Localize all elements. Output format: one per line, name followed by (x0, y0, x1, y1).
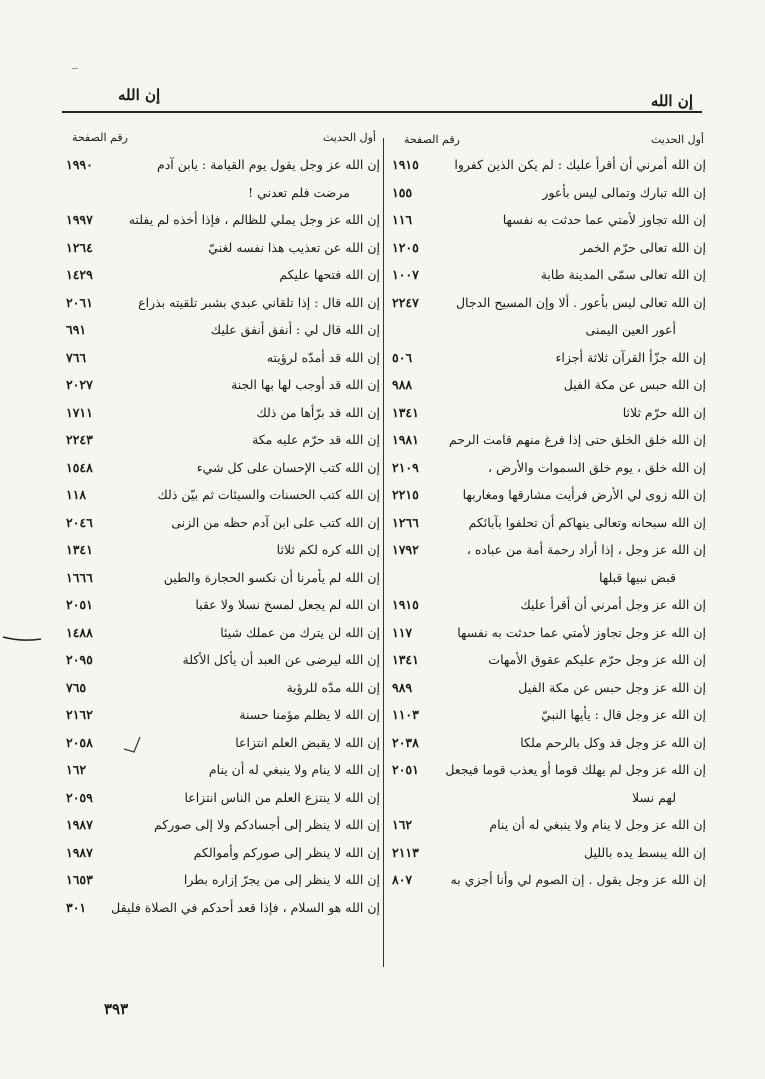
page-ref: ١١٠٣ (392, 707, 419, 722)
index-entry (62, 206, 380, 234)
right-entries (388, 151, 706, 894)
page-ref: ٨٠٧ (392, 872, 413, 887)
page-number: ٣٩٣ (104, 1000, 129, 1018)
index-entry (388, 426, 706, 454)
left-column (62, 127, 380, 921)
index-entry (62, 481, 380, 509)
page-ref: ١٦٦٦ (66, 569, 93, 585)
hadith-text: ان الله لم يجعل لمسخ نسلا ولا عقبا (195, 597, 380, 612)
index-entry (388, 234, 706, 262)
page-ref: ١٧١١ (66, 404, 93, 420)
hadith-text: إن الله عز وجل لا ينام ولا ينبغي له أن ينام (489, 817, 706, 832)
page-ref: ١٩٨١ (392, 432, 419, 447)
index-entry (388, 399, 706, 427)
hadith-start-heading: أول الحديث (322, 131, 376, 144)
index-entry (62, 756, 380, 784)
page-ref: ١٩٩٧ (66, 212, 93, 227)
page-ref: ١٤٢٩ (66, 267, 93, 282)
page-ref: ١٤٨٨ (66, 624, 93, 640)
page-ref: ٢٢٤٣ (66, 432, 93, 447)
scan-mark (72, 68, 78, 69)
index-entry (388, 454, 706, 482)
page-ref: ١٧٩٢ (392, 542, 419, 557)
index-entry (62, 261, 380, 289)
pen-tick-mark (122, 735, 142, 753)
page-ref: ٢٠٢٧ (66, 377, 93, 392)
index-entry (62, 234, 380, 262)
page-ref: ٢٠٦١ (66, 294, 93, 310)
index-entry (62, 454, 380, 482)
page-ref: ١٥٥ (392, 184, 413, 200)
page-ref: ١٢٦٤ (66, 239, 93, 255)
index-entry (388, 344, 706, 372)
hadith-text: إن الله عز وجل يملي للظالم ، فإذا أخذه لم يفلته (128, 212, 380, 227)
hadith-text: إن الله زوى لي الأرض فرأيت مشارقها ومغاربها (462, 487, 706, 502)
page-ref: ٥٠٦ (392, 349, 413, 365)
index-entry (388, 866, 706, 894)
page-number-heading: رقم الصفحة (404, 133, 460, 146)
page-ref: ٧٦٦ (66, 349, 87, 365)
hadith-text: إن الله لا ينظر إلى من يجرّ إزاره بطرا (183, 872, 380, 887)
index-entry (62, 701, 380, 729)
hadith-text: إن الله قد أوجب لها بها الجنة (231, 377, 380, 392)
page-ref: ١١٧ (392, 624, 413, 640)
running-header-left: إن الله (118, 86, 161, 104)
hadith-text: إن الله لا ينام ولا ينبغي له أن ينام (208, 762, 380, 777)
hadith-text: إن الله لم يأمرنا أن نكسو الحجارة والطين (163, 569, 380, 585)
index-entry (388, 509, 706, 537)
page-ref: ١٢٦٦ (392, 514, 419, 530)
page-ref: ١٦٢ (66, 762, 87, 777)
page-ref: ٢٢١٥ (392, 487, 419, 502)
index-entry (388, 481, 706, 509)
hadith-text: إن الله قال لي : أنفق أنفق عليك (210, 322, 380, 337)
hadith-text: إن الله مدّه للرؤية (286, 679, 380, 695)
index-entry (62, 811, 380, 839)
hadith-text: إن الله تعالى حرّم الخمر (579, 239, 706, 255)
page-ref: ١٥٤٨ (66, 459, 93, 475)
index-entry-continuation (388, 784, 706, 812)
hadith-text: إن الله عز وجل ، إذا أراد رحمة أمة من عباده ، (466, 542, 706, 557)
index-entry (62, 839, 380, 867)
hadith-text: إن الله أمرني أن أقرأ عليك : لم يكن الذين كفروا (454, 157, 706, 172)
index-entry (388, 151, 706, 179)
hadith-text: إن الله قال : إذا تلقاني عبدي بشبر تلقيته بذراع (138, 294, 380, 310)
index-entry (62, 426, 380, 454)
page-ref: ٧٦٥ (66, 679, 87, 695)
page-ref: ١٩١٥ (392, 157, 419, 172)
hadith-text: إن الله لا ينظر إلى صوركم وأموالكم (193, 844, 380, 860)
left-column-header (62, 127, 380, 151)
hadith-text: أعور العين اليمنى (585, 322, 676, 337)
index-entry (62, 536, 380, 564)
hadith-text: إن الله فتحها عليكم (279, 267, 380, 282)
hadith-text: إن الله يبسط يده بالليل (584, 844, 706, 860)
page-number-heading: رقم الصفحة (72, 131, 128, 144)
index-entry (388, 839, 706, 867)
index-entry (388, 371, 706, 399)
hadith-text: إن الله تعالى سمّى المدينة طابة (540, 267, 706, 282)
page-ref: ١٠٠٧ (392, 267, 419, 282)
hadith-text: قبض نبيها قبلها (598, 569, 676, 585)
hadith-text: إن الله تجاوز لأمتي عما حدثت به نفسها (502, 212, 706, 227)
index-entry (62, 344, 380, 372)
index-entry (62, 674, 380, 702)
hadith-text: إن الله عز وجل لم يهلك قوما أو يعذب قوما فيجعل (445, 762, 706, 777)
page-ref: ١٩٨٧ (66, 844, 93, 860)
index-entry-continuation (388, 316, 706, 344)
index-entry (62, 564, 380, 592)
hadith-text: إن الله عز وجل يقول . إن الصوم لي وأنا أجزي به (450, 872, 706, 887)
hadith-text: إن الله عن تعذيب هذا نفسه لغنيّ (208, 239, 380, 255)
page-ref: ٩٨٩ (392, 679, 413, 695)
page-ref: ١١٨ (66, 487, 87, 502)
index-entry (388, 811, 706, 839)
hadith-text: إن الله هو السلام ، فإذا قعد أحدكم في الصلاة فليقل (111, 899, 380, 915)
page-ref: ١٦٥٣ (66, 872, 93, 887)
hadith-text: إن الله كتب الحسنات والسيئات ثم بيّن ذلك (157, 487, 380, 502)
page-ref: ٢٠٤٦ (66, 514, 93, 530)
page-ref: ١٩٨٧ (66, 817, 93, 832)
index-entry (388, 701, 706, 729)
hadith-text: إن الله عز وجل قال : يأيها النبيّ (541, 707, 706, 722)
hadith-text: إن الله حرّم ثلاثا (622, 404, 706, 420)
index-entry (62, 894, 380, 922)
hadith-text: إن الله قد برّأها من ذلك (256, 404, 380, 420)
index-entry (388, 536, 706, 564)
page-ref: ٣٠١ (66, 899, 87, 915)
hadith-text: إن الله قد حرّم عليه مكة (252, 432, 380, 447)
pen-margin-mark (2, 633, 42, 643)
left-entries (62, 151, 380, 921)
page-ref: ٢٠٥٨ (66, 734, 93, 750)
page-ref: ١٩٩٠ (66, 157, 93, 172)
index-entry (62, 729, 380, 757)
index-entry (388, 646, 706, 674)
hadith-text: إن الله تبارك وتمالى ليس بأعور (542, 184, 706, 200)
index-entry (62, 784, 380, 812)
page-ref: ٢١١٣ (392, 844, 419, 860)
hadith-text: إن الله لا ينتزع العلم من الناس انتزاعا (184, 789, 380, 805)
index-entry (388, 261, 706, 289)
hadith-text: إن الله جزّأ القرآن ثلاثة أجزاء (555, 349, 706, 365)
page-ref: ٢١٠٩ (392, 459, 419, 475)
index-entry (62, 646, 380, 674)
index-entry (388, 674, 706, 702)
page-ref: ١١٦ (392, 212, 413, 227)
hadith-text: إن الله سبحانه وتعالى ينهاكم أن تحلفوا بآبائكم (468, 514, 706, 530)
page-ref: ٦٩١ (66, 322, 87, 337)
running-header-right: إن الله (650, 92, 693, 110)
hadith-text: إن الله تعالى ليس بأعور . ألا وإن المسيح الدجال (455, 294, 706, 310)
hadith-text: إن الله ليرضى عن العبد أن يأكل الأكلة (182, 652, 380, 667)
column-divider (383, 138, 384, 967)
index-entry (62, 289, 380, 317)
right-column (388, 127, 706, 894)
hadith-text: إن الله لا يظلم مؤمنا حسنة (239, 707, 380, 722)
page-ref: ١٣٤١ (392, 652, 419, 667)
index-entry (62, 399, 380, 427)
hadith-text: إن الله لن يترك من عملك شيئا (220, 624, 380, 640)
page-ref: ٩٨٨ (392, 377, 413, 392)
page-ref: ١٣٤١ (392, 404, 419, 420)
page-ref: ٢١٦٢ (66, 707, 93, 722)
hadith-text: إن الله عز وجل أمرني أن أقرأ عليك (520, 597, 706, 612)
hadith-text: إن الله قد أمدّه لرؤيته (266, 349, 380, 365)
hadith-text: مرضت فلم تعدني ! (248, 184, 350, 200)
index-entry-continuation (388, 564, 706, 592)
page-ref: ١٣٤١ (66, 542, 93, 557)
hadith-start-heading: أول الحديث (650, 133, 704, 146)
page-ref: ١٦٢ (392, 817, 413, 832)
index-entry (62, 866, 380, 894)
hadith-text: إن الله لا يقبض العلم انتزاعا (235, 734, 380, 750)
index-entry (388, 179, 706, 207)
index-entry-continuation (62, 179, 380, 207)
hadith-text: إن الله كتب على ابن آدم حظه من الزنى (171, 514, 380, 530)
hadith-text: إن الله كتب الإحسان على كل شيء (196, 459, 380, 475)
hadith-text: لهم نسلا (632, 789, 676, 805)
page-ref: ٢٠٩٥ (66, 652, 93, 667)
header-rule (62, 111, 702, 113)
page-ref: ٢٠٥٩ (66, 789, 93, 805)
hadith-text: إن الله عز وجل يقول يوم القيامة : يابن آدم (157, 157, 380, 172)
index-entry (62, 316, 380, 344)
index-entry (62, 151, 380, 179)
page-ref: ٢٠٣٨ (392, 734, 419, 750)
page-ref: ١٢٠٥ (392, 239, 419, 255)
hadith-text: إن الله حبس عن مكة الفيل (563, 377, 706, 392)
hadith-text: إن الله عز وجل قد وكل بالرحم ملكا (520, 734, 706, 750)
hadith-text: إن الله خلق الخلق حتى إذا فرغ منهم قامت الرحم (448, 432, 706, 447)
page-ref: ٢٠٥١ (392, 762, 419, 777)
index-entry (62, 371, 380, 399)
index-entry (388, 619, 706, 647)
hadith-text: إن الله عز وجل تجاوز لأمتي عما حدثت به نفسها (457, 624, 706, 640)
index-entry (388, 206, 706, 234)
page-ref: ٢٢٤٧ (392, 294, 419, 310)
index-entry (388, 756, 706, 784)
index-entry (62, 509, 380, 537)
right-column-header (388, 127, 706, 151)
index-entry (388, 729, 706, 757)
hadith-text: إن الله عز وجل حبس عن مكة الفيل (518, 679, 706, 695)
index-entry (388, 591, 706, 619)
hadith-text: إن الله عز وجل حرّم عليكم عقوق الأمهات (488, 652, 706, 667)
index-entry (62, 591, 380, 619)
hadith-text: إن الله لا ينظر إلى أجسادكم ولا إلى صوركم (153, 817, 380, 832)
index-entry (388, 289, 706, 317)
hadith-text: إن الله كره لكم ثلاثا (276, 542, 380, 557)
hadith-text: إن الله خلق ، يوم خلق السموات والأرض ، (487, 459, 706, 475)
page-ref: ١٩١٥ (392, 597, 419, 612)
page-ref: ٢٠٥١ (66, 597, 93, 612)
index-entry (62, 619, 380, 647)
